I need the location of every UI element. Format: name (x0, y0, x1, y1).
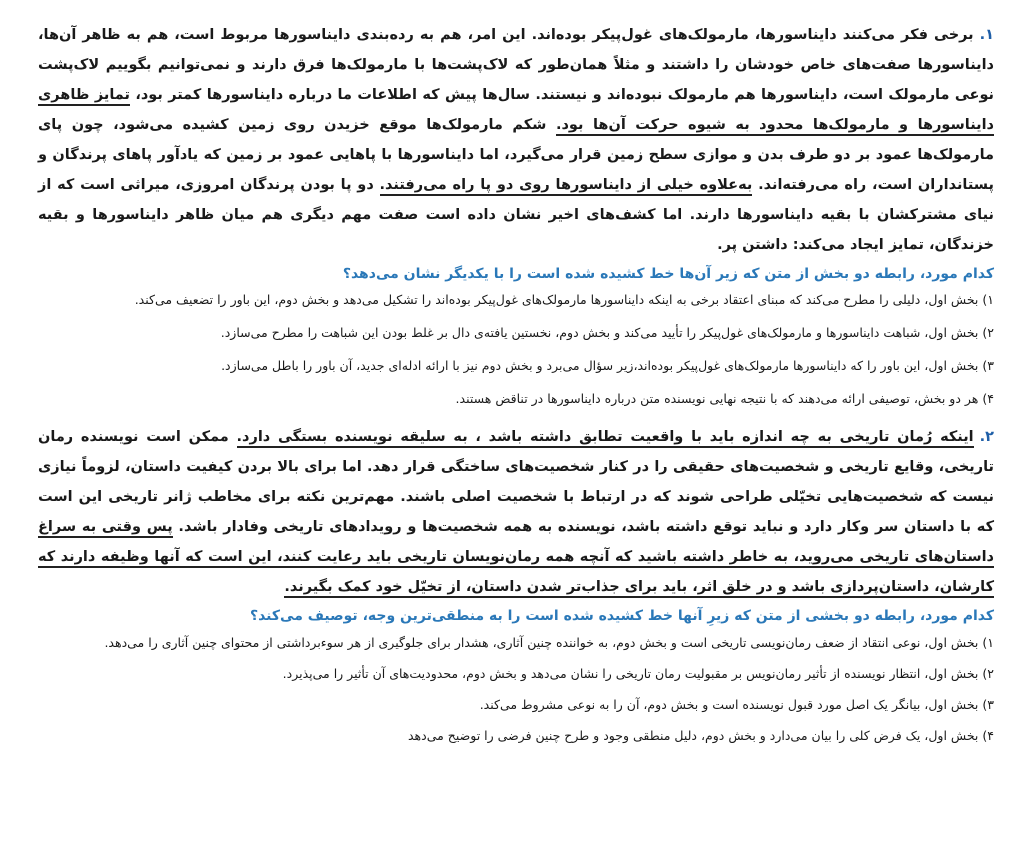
answer-option[interactable]: ۱)بخش اول، دلیلی را مطرح می‌کند که مبنای اعتقاد برخی به اینکه دایناسورها مارمولک‌های غول‌پیکر بوده‌اند را تشکیل می‌دهد و بخش دوم، این باور را تضعیف می‌کند. (134, 292, 994, 307)
question-prompt: کدام مورد، رابطه دو بخشی از متن که زیرِ آنها خط کشیده شده است را به منطقی‌ترین وجه، توصیف می‌کند؟ (249, 608, 994, 624)
passage-text: شکم مارمولک‌ها موقع خزیدن روی زمین کشیده می‌شود، چون پای مارمولک‌ها عمود بر دو طرف بدن و موازی سطح زمین قرار می‌گیرد، اما دایناسورها با پاهایی عمود بر زمین که یادآور پاهای پرندگان و پستانداران است، راه می‌رفته‌اند. (38, 117, 994, 193)
underlined-part-2: به‌علاوه خیلی از دایناسورها روی دو پا راه می‌رفتند. (380, 177, 753, 196)
answer-option[interactable]: ۳)بخش اول، این باور را که دایناسورها مارمولک‌های غول‌پیکر بوده‌اند،زیر سؤال می‌برد و بخش دوم نیز با ارائه ادله‌ای جدید، آن باور را باطل می‌سازد. (221, 358, 994, 373)
answer-option[interactable]: ۴)بخش اول، یک فرض کلی را بیان می‌دارد و بخش دوم، دلیل منطقی وجود و طرح چنین فرضی را توضیح می‌دهد (408, 728, 994, 743)
answer-options (38, 632, 994, 746)
question-prompt: کدام مورد، رابطه دو بخش از متن که زیر آن‌ها خط کشیده شده است را با یکدیگر نشان می‌دهد؟ (342, 266, 994, 282)
passage-text: دو پا بودن پرندگان امروزی، میراثی است که از نیای مشترکشان با بقیه دایناسورها دارند. اما کشف‌های اخیر نشان داده است صفت مهم دیگری هم میان ظاهر دایناسورها و بقیه خزندگان، تمایز ایجاد می‌کند: داشتن پر. (38, 177, 994, 253)
passage-text: برخی فکر می‌کنند دایناسورها، مارمولک‌های غول‌پیکر بوده‌اند. این امر، هم به رده‌بندی دایناسورها مربوط است، هم به ظاهر آن‌ها، دایناسورها صفت‌های خاص خودشان را داشتند و مثلاً همان‌طور که لاک‌پشت‌ها با مارمولک‌ها فرق دارند و نمی‌توانیم بگوییم لاک‌پشت نوعی مارمولک است، دایناسورها هم مارمولک نبوده‌اند و نیستند. سال‌ها پیش که اطلاعات ما درباره دایناسورها کمتر بود، (38, 27, 994, 103)
answer-option[interactable]: ۳)بخش اول، بیانگر یک اصل مورد قبول نویسنده است و بخش دوم، آن را به نوعی مشروط می‌کند. (479, 697, 994, 712)
underlined-part-2: پس وقتی به سراغ داستان‌های تاریخی می‌روید، به خاطر داشته باشید که آنچه همه رمان‌نویسان تاریخی باید رعایت کنند، این است که آنها وظیفه دارند که کارشان، داستان‌پردازی باشد و در خلق اثر، باید برای جذاب‌تر شدن داستان، از تخیّل خود کمک بگیرند. (38, 519, 994, 598)
answer-option[interactable]: ۲)بخش اول، شباهت دایناسورها و مارمولک‌های غول‌پیکر را تأیید می‌کند و بخش دوم، نخستین یافته‌ی دال بر غلط بودن این شباهت را مطرح می‌سازد. (220, 325, 994, 340)
document-page (38, 20, 994, 756)
underlined-part-1: اینکه رُمان تاریخی به چه اندازه باید با واقعیت تطابق داشته باشد ، به سلیقه نویسنده بستگی دارد. (237, 429, 974, 448)
answer-options (38, 290, 994, 409)
passage-1 (38, 20, 994, 260)
question-number: ۲. (979, 429, 995, 445)
question-number: ۱. (979, 27, 994, 43)
question-block-2 (38, 422, 994, 746)
underlined-part-1: تمایز ظاهری دایناسورها و مارمولک‌ها محدود به شیوه حرکت آن‌ها بود. (38, 87, 994, 136)
answer-option[interactable]: ۴)هر دو بخش، توصیفی ارائه می‌دهند که با نتیجه نهایی نویسنده متن درباره دایناسورها در تناقض هستند. (455, 391, 994, 406)
answer-option[interactable]: ۲)بخش اول، انتظار نویسنده از تأثیر رمان‌نویس بر مقبولیت رمان تاریخی را نشان می‌دهد و بخش دوم، محدودیت‌های آن تأثیر را می‌پذیرد. (282, 666, 994, 681)
answer-option[interactable]: ۱)بخش اول، نوعی انتقاد از ضعف رمان‌نویسی تاریخی است و بخش دوم، به خواننده چنین آثاری، هشدار برای جلوگیری از هر سوءبرداشتی از محتوای چنین آثاری را می‌دهد. (104, 635, 994, 650)
passage-text: ممکن است نویسنده رمان تاریخی، وقایع تاریخی و شخصیت‌های حقیقی را در کنار شخصیت‌های ساختگی قرار دهد. اما برای بالا بردن کیفیت داستان، لزوماً نیازی نیست که شخصیت‌هایی تخیّلی طراحی شوند که در ارتباط با شخصیت اصلی باشند. مهم‌ترین نکته برای مخاطب ژانر تاریخی این است که با داستان سر وکار دارد و نباید توقع داشته باشد، نویسنده به همه شخصیت‌ها و رویدادهای تاریخی وفادار باشد. (38, 429, 995, 535)
passage-2 (38, 422, 994, 602)
